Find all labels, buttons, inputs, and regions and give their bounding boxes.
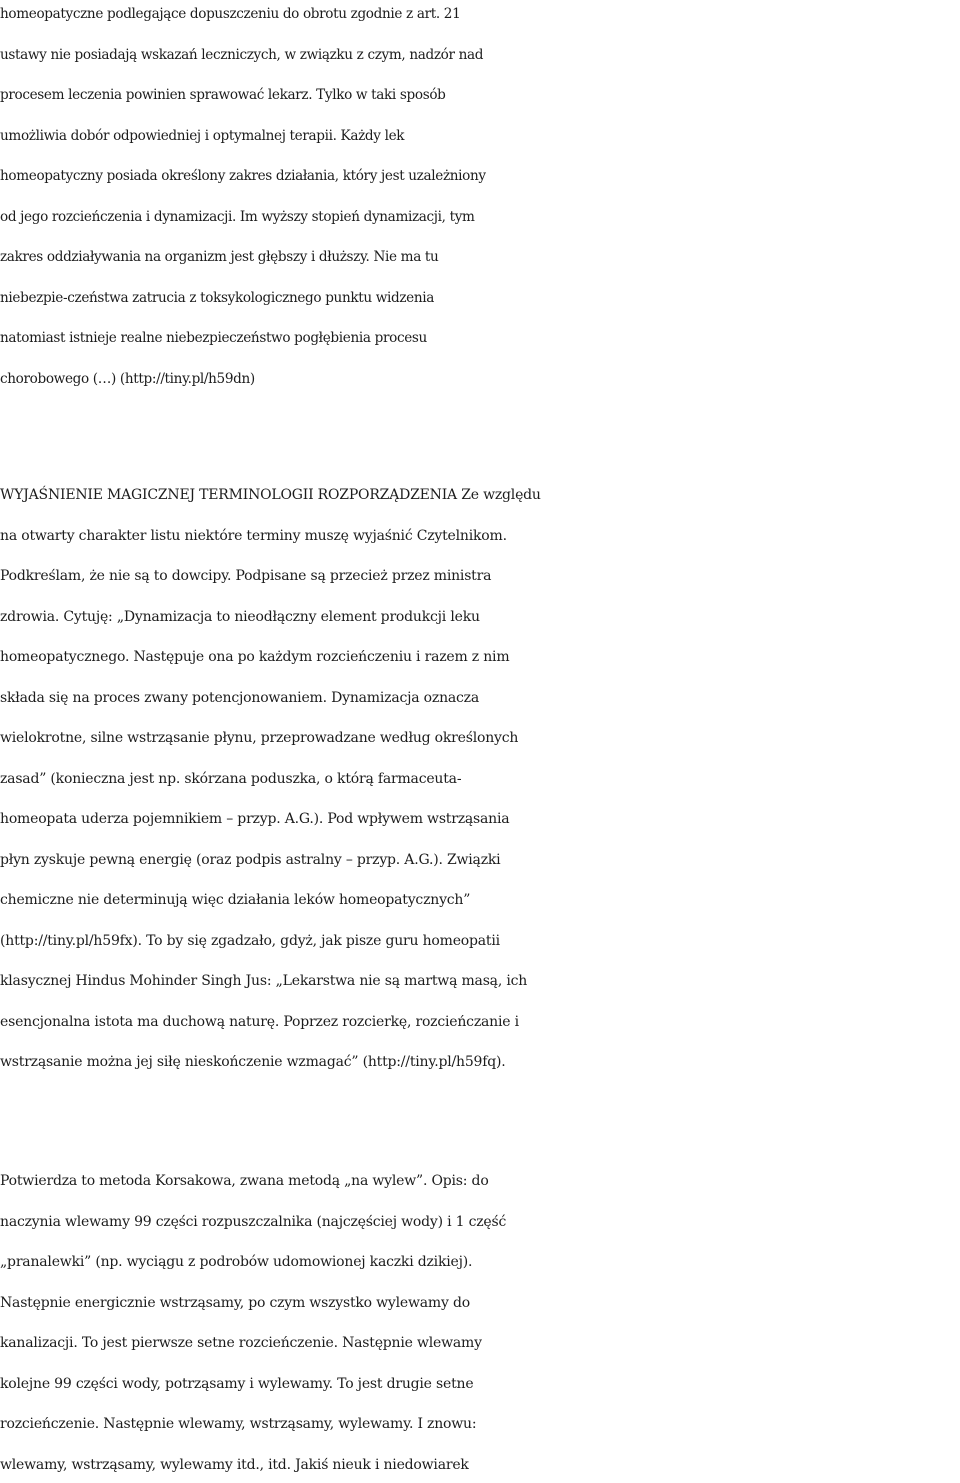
- text-line: chemiczne nie determinują więc działania leków homeopatycznych”: [0, 892, 471, 908]
- text-line: niebezpie-czeństwa zatrucia z toksykologicznego punktu widzenia: [0, 289, 435, 306]
- text-line: kolejne 99 części wody, potrząsamy i wylewamy. To jest drugie setne: [0, 1375, 474, 1392]
- text-line: wstrząsanie można jej siłę nieskończenie wzmagać” (http://tiny.pl/h59fq).: [0, 1054, 506, 1070]
- text-line: wielokrotne, silne wstrząsanie płynu, przeprowadzane według określonych: [0, 730, 519, 746]
- paragraph-3: [0, 1161, 960, 1483]
- text-line: naczynia wlewamy 99 części rozpuszczalnika (najczęściej wody) i 1 część: [0, 1213, 507, 1230]
- text-line: homeopata uderza pojemnikiem – przyp. A.G.). Pod wpływem wstrząsania: [0, 811, 510, 827]
- text-line: procesem leczenia powinien sprawować lekarz. Tylko w taki sposób: [0, 87, 446, 103]
- text-line: WYJAŚNIENIE MAGICZNEJ TERMINOLOGII ROZPORZĄDZENIA Ze względu: [0, 487, 541, 503]
- text-line: na otwarty charakter listu niektóre terminy muszę wyjaśnić Czytelnikom.: [0, 527, 507, 544]
- text-line: zakres oddziaływania na organizm jest głębszy i dłuższy. Nie ma tu: [0, 249, 439, 265]
- text-line: (http://tiny.pl/h59fx). To by się zgadzało, gdyż, jak pisze guru homeopatii: [0, 932, 500, 949]
- text-line: składa się na proces zwany potencjonowaniem. Dynamizacja oznacza: [0, 689, 479, 706]
- text-line: kanalizacji. To jest pierwsze setne rozcieńczenie. Następnie wlewamy: [0, 1335, 482, 1351]
- text-line: od jego rozcieńczenia i dynamizacji. Im wyższy stopień dynamizacji, tym: [0, 208, 475, 225]
- text-line: Potwierdza to metoda Korsakowa, zwana metodą „na wylew”. Opis: do: [0, 1173, 489, 1189]
- text-line: umożliwia dobór odpowiedniej i optymalnej terapii. Każdy lek: [0, 127, 405, 144]
- paragraph-2: [0, 475, 960, 1083]
- text-line: zasad” (konieczna jest np. skórzana poduszka, o którą farmaceuta-: [0, 770, 462, 787]
- text-line: zdrowia. Cytuję: „Dynamizacja to nieodłączny element produkcji leku: [0, 608, 480, 625]
- text-line: rozcieńczenie. Następnie wlewamy, wstrząsamy, wylewamy. I znowu:: [0, 1416, 477, 1432]
- text-line: esencjonalna istota ma duchową naturę. Poprzez rozcierkę, rozcieńczanie i: [0, 1013, 519, 1030]
- text-line: klasycznej Hindus Mohinder Singh Jus: „Lekarstwa nie są martwą masą, ich: [0, 973, 528, 989]
- text-line: Następnie energicznie wstrząsamy, po czym wszystko wylewamy do: [0, 1294, 470, 1311]
- text-line: homeopatyczne podlegające dopuszczeniu do obrotu zgodnie z art. 21: [0, 6, 461, 22]
- text-line: chorobowego (…) (http://tiny.pl/h59dn): [0, 370, 255, 387]
- text-line: natomiast istnieje realne niebezpieczeństwo pogłębienia procesu: [0, 330, 427, 346]
- text-line: płyn zyskuje pewną energię (oraz podpis astralny – przyp. A.G.). Związki: [0, 851, 501, 868]
- text-line: homeopatycznego. Następuje ona po każdym rozcieńczeniu i razem z nim: [0, 649, 510, 665]
- text-line: ustawy nie posiadają wskazań leczniczych, w związku z czym, nadzór nad: [0, 46, 484, 63]
- text-line: wlewamy, wstrząsamy, wylewamy itd., itd. Jakiś nieuk i niedowiarek: [0, 1456, 469, 1473]
- text-line: „pranalewki” (np. wyciągu z podrobów udomowionej kaczki dzikiej).: [0, 1254, 473, 1270]
- text-line: homeopatyczny posiada określony zakres działania, który jest uzależniony: [0, 168, 486, 184]
- text-line: Podkreślam, że nie są to dowcipy. Podpisane są przecież przez ministra: [0, 568, 492, 584]
- paragraph-1: [0, 0, 960, 399]
